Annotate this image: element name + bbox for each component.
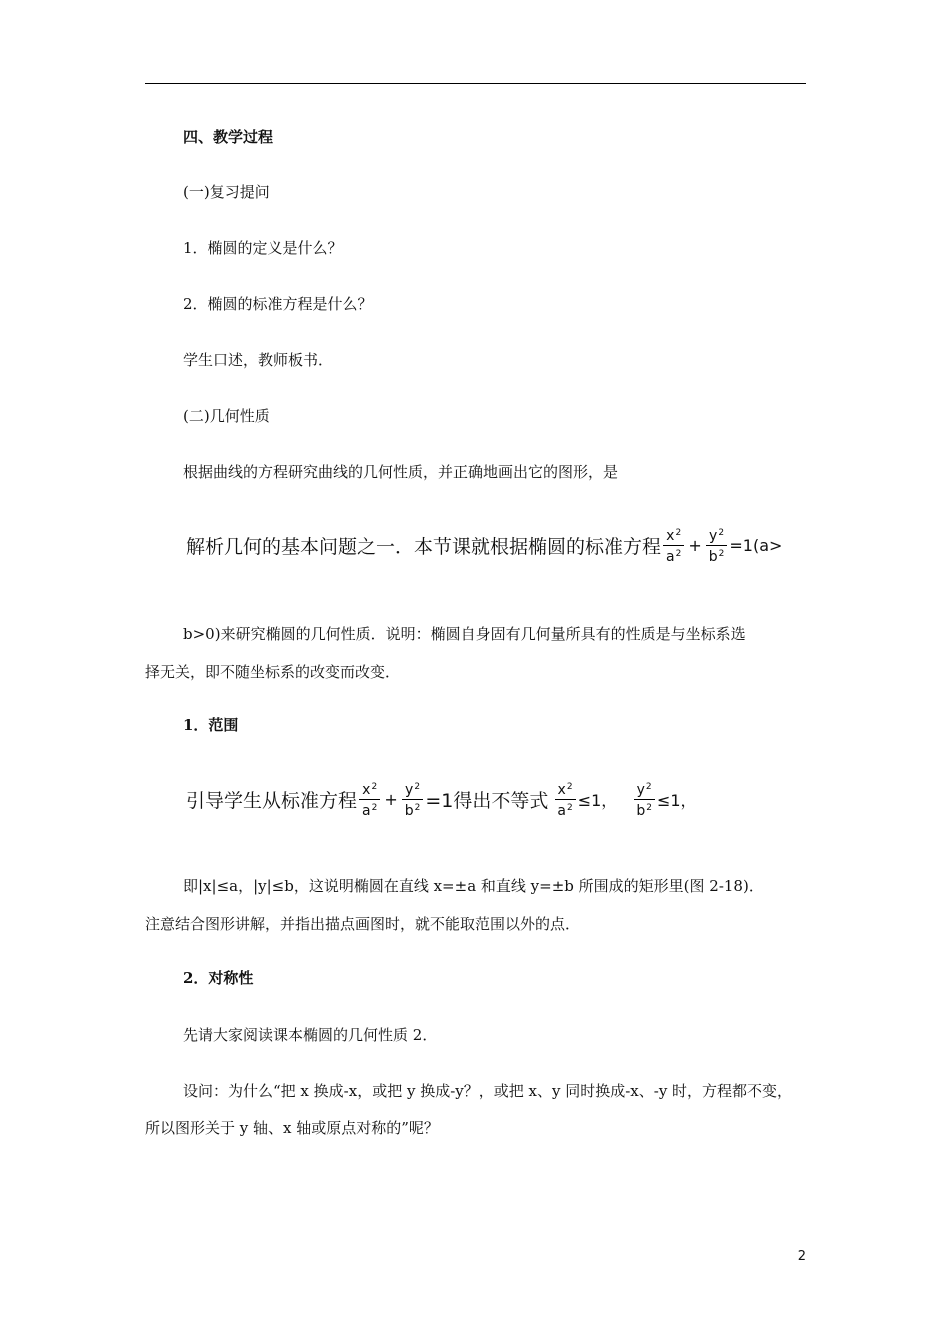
paragraph-students: 学生口述，教师板书．	[183, 351, 334, 369]
paragraph-symmetry-2-line2: 所以图形关于 y 轴、x 轴或原点对称的”呢？	[145, 1119, 439, 1137]
equation-line-2: 引导学生从标准方程 $\frac{x^2}{a^2}$ + $\frac{y^2}{b^2}$ =1得出不等式 $\frac{x^2}{a^2}$ ≤1， $\frac{y^2}{b^2}$ ≤1，	[186, 782, 697, 819]
fraction-x2-a2: $\frac{x^2}{a^2}$	[663, 526, 684, 565]
paragraph-range-line2: 注意结合图形讲解，并指出描点画图时，就不能取范围以外的点．	[145, 915, 581, 933]
paragraph-b-line2: 择无关，即不随坐标系的改变而改变．	[145, 663, 401, 681]
paragraph-symmetry-1: 先请大家阅读课本椭圆的几何性质 2．	[183, 1026, 438, 1044]
equation-2-mid: =1得出不等式	[425, 790, 549, 812]
paragraph-intro: 根据曲线的方程研究曲线的几何性质，并正确地画出它的图形，是	[183, 463, 619, 481]
equation-1-tail: =1(a>	[729, 536, 783, 555]
paragraph-b-line1: b>0)来研究椭圆的几何性质．说明：椭圆自身固有几何量所具有的性质是与坐标系选	[183, 625, 746, 643]
fraction-y2-b2: $\frac{y^2}{b^2}$	[402, 780, 424, 819]
question-1: 1．椭圆的定义是什么？	[183, 239, 343, 257]
inequality-2: ≤1，	[656, 791, 697, 810]
heading-range: 1．范围	[183, 716, 239, 734]
subsection-review: (一)复习提问	[183, 183, 270, 201]
equation-line-1: 解析几何的基本问题之一．本节课就根据椭圆的标准方程 $\frac{x^2}{a^2}$ + $\frac{y^2}{b^2}$ =1(a>	[186, 528, 783, 565]
heading-symmetry: 2．对称性	[183, 969, 254, 987]
fraction-x2-a2-ineq: $\frac{x^2}{a^2}$	[554, 780, 575, 819]
fraction-x2-a2: $\frac{x^2}{a^2}$	[359, 780, 380, 819]
fraction-y2-b2-ineq: $\frac{y^2}{b^2}$	[633, 780, 655, 819]
inequality-1: ≤1，	[577, 791, 618, 810]
fraction-y2-b2: $\frac{y^2}{b^2}$	[706, 526, 728, 565]
question-2: 2．椭圆的标准方程是什么？	[183, 295, 373, 313]
paragraph-symmetry-2-line1: 设问：为什么“把 x 换成-x，或把 y 换成-y？，或把 x、y 同时换成-x、-y 时，方程都不变，	[183, 1082, 793, 1100]
equation-2-text: 引导学生从标准方程	[186, 790, 358, 812]
paragraph-range-line1: 即|x|≤a，|y|≤b，这说明椭圆在直线 x=±a 和直线 y=±b 所围成的矩形里(图 2-18)．	[183, 877, 764, 895]
section-heading: 四、教学过程	[183, 128, 274, 146]
page-number: 2	[797, 1249, 806, 1264]
header-rule	[145, 83, 806, 84]
equation-1-text: 解析几何的基本问题之一．本节课就根据椭圆的标准方程	[186, 536, 662, 558]
subsection-geometry: (二)几何性质	[183, 407, 270, 425]
